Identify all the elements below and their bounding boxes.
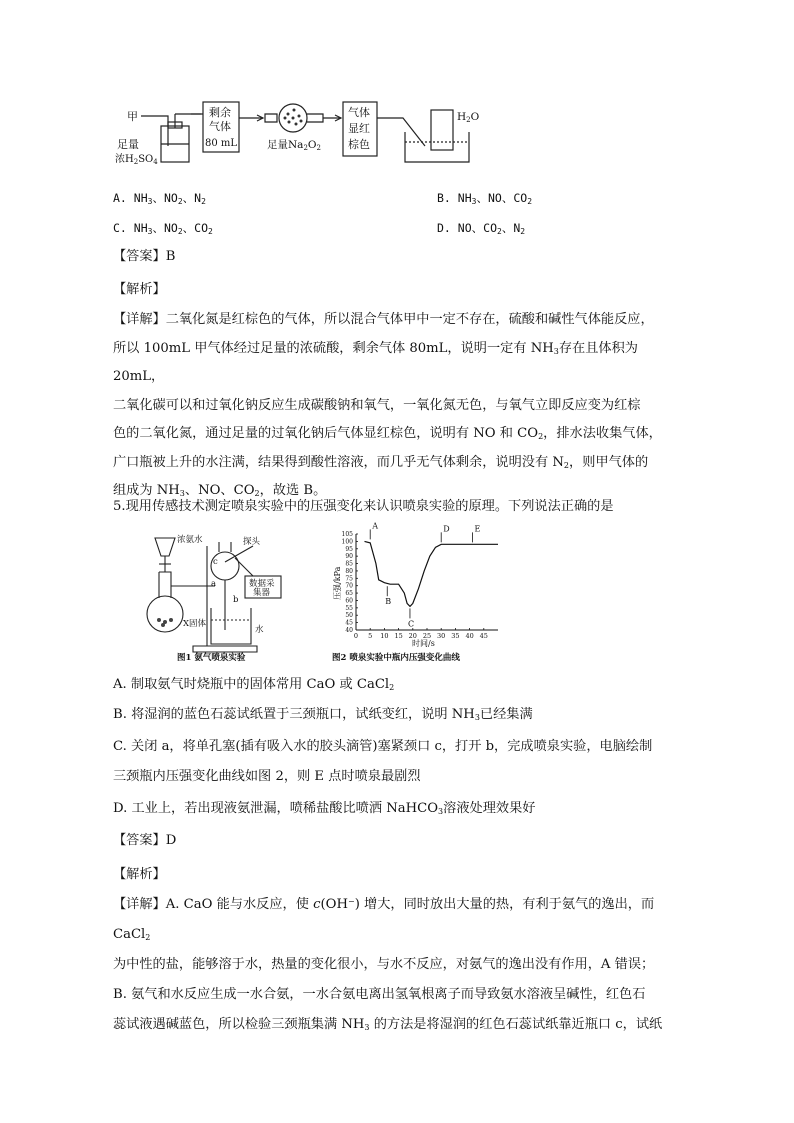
fig2-x-tick-label: 40 [465, 632, 474, 640]
q5-option-c-line2: 三颈瓶内压强变化曲线如图 2，则 E 点时喷泉最剧烈 [113, 769, 421, 784]
fig2-y-tick-label: 90 [345, 553, 353, 561]
fig1-label-c: c [213, 557, 218, 567]
q4-analysis-label: 【解析】 [113, 282, 166, 297]
fig2-xlabel: 时间/s [412, 639, 435, 648]
q4-detail: 【详解】二氧化氮是红棕色的气体，所以混合气体甲中一定不存在，硫酸和碱性气体能反应， 所以 100mL 甲气体经过足量的浓硫酸，剩余气体 80mL，说明一定有 $NH_3$存在且体积为 20mL， 二氧化碳可以和过氧化钠反应生成碳酸钠和氧气，一氧化氮无色，与氧气立即反应变为红棕 色的二氧化氮，通过足量的过氧化钠后气体显红棕色，说明有 NO 和 $CO_2$，排水法收集气体， 广口瓶被上升的水注满，结果得到酸性溶液，而几乎无气体剩余，说明没有 $N_2$，则甲气体的 组成为 $NH_3$、NO、$CO_2$，故选 B。 [113, 312, 662, 498]
fig1-label-data-1: 数据采 [249, 579, 275, 589]
fig1-label-ammonia: 浓氨水 [177, 535, 203, 545]
fig1-label-a: a [211, 579, 217, 589]
box2-line2: 显红 [348, 122, 370, 135]
acid-label-1: 足量 [117, 138, 139, 151]
box1-line2: 气体 [209, 120, 231, 133]
fig2-pressure-chart [320, 521, 510, 663]
gas-jia-label: 甲 [127, 110, 138, 123]
fig2-point-c: C [407, 619, 415, 629]
fig2-y-tick-label: 50 [345, 612, 353, 620]
q5-option-c-line1: C. 关闭 a，将单孔塞(插有吸入水的胶头滴管)塞紧颈口 c，打开 b，完成喷泉实验，电脑绘制 [113, 739, 653, 754]
q5-answer: 【答案】D [113, 833, 177, 848]
fig2-y-tick-label: 60 [345, 597, 353, 605]
fig2-x-tick-label: 15 [394, 632, 403, 640]
fig2-x-tick-label: 30 [437, 632, 446, 640]
q5-option-b: B. 将湿润的蓝色石蕊试纸置于三颈瓶口，试纸变红，说明 $NH_3$已经集满 [113, 707, 533, 722]
q4-option-a: A. $NH_3$、$NO_2$、$N_2$ [113, 191, 206, 206]
fig2-x-tick-label: 20 [408, 632, 417, 640]
fig2-y-tick-label: 55 [345, 604, 353, 612]
box1-line1: 剩余 [209, 106, 231, 119]
acid-label-2: 浓$H_2SO_4$ [115, 154, 158, 166]
fig1-fountain-apparatus [135, 528, 315, 663]
fig1-label-data-2: 集器 [253, 588, 271, 598]
fig1-caption: 图1 氨气喷泉实验 [177, 653, 246, 663]
q5-analysis-label: 【解析】 [113, 867, 166, 882]
fig1-label-b: b [233, 595, 239, 605]
q4-option-c: C. $NH_3$、$NO_2$、$CO_2$ [113, 221, 213, 236]
box2-line3: 棕色 [348, 138, 370, 151]
q5-option-a: A. 制取氨气时烧瓶中的固体常用 CaO 或 CaCl$_2$ [113, 677, 395, 692]
fig2-x-tick-label: 0 [353, 632, 359, 640]
box2-line1: 气体 [348, 106, 370, 119]
fig2-y-tick-label: 40 [345, 627, 353, 634]
water-label: H2O [457, 111, 480, 124]
fig2-ylabel: 压强/kPa [333, 566, 342, 600]
q5-detail: 【详解】A. CaO 能与水反应，使 c(OH−) 增大，同时放出大量的热，有利于氨气的逸出，而 CaCl$_2$ 为中性的盐，能够溶于水，热量的变化很小，与水不反应，对氨气的逸出没有作用，A 错误； B. 氨气和水反应生成一水合氨，一水合氨电离出氢氧根离子而导致氨水溶液呈碱性，红色石 蕊试液遇碱蓝色，所以检验三颈瓶集满 $NH_3$ 的方法是将湿润的红色石蕊试纸靠近瓶口 c，试纸 [113, 897, 663, 1032]
fig2-x-tick-label: 10 [380, 632, 389, 640]
fig1-label-solid: X固体 [183, 619, 207, 629]
q4-option-b: B. $NH_3$、NO、$CO_2$ [437, 191, 533, 206]
fig2-y-tick-label: 95 [345, 545, 353, 553]
fig2-y-tick-label: 85 [345, 560, 353, 568]
fig1-label-probe: 探头 [243, 537, 261, 547]
fig2-x-tick-label: 5 [368, 632, 373, 640]
fig2-y-tick-label: 100 [341, 538, 353, 546]
fig2-x-tick-label: 35 [451, 632, 460, 640]
fig2-y-tick-label: 45 [345, 619, 353, 627]
box1-line3: 80 mL [205, 138, 238, 149]
q5-option-d: D. 工业上，若出现液氨泄漏，喷稀盐酸比喷洒 NaHCO$_3$溶液处理效果好 [113, 801, 536, 816]
q4-answer: 【答案】B [113, 249, 176, 264]
fig2-x-tick-label: 45 [479, 632, 488, 640]
fig2-y-tick-label: 65 [345, 590, 353, 598]
fig2-y-tick-label: 70 [345, 582, 353, 590]
fig2-y-tick-label: 105 [341, 531, 353, 538]
gas-apparatus-diagram [113, 96, 493, 176]
q4-option-d: D. NO、$CO_2$、$N_2$ [437, 221, 526, 236]
fig1-label-water: 水 [255, 625, 264, 635]
fig2-y-tick-label: 80 [345, 567, 353, 575]
fig2-point-d: D [443, 524, 450, 534]
na2o2-label: 足量Na2O2 [267, 139, 321, 152]
fig2-x-tick-label: 25 [422, 632, 432, 640]
fig2-point-a: A [372, 521, 378, 531]
q5-stem: 5.现用传感技术测定喷泉实验中的压强变化来认识喷泉实验的原理。下列说法正确的是 [113, 499, 614, 514]
fig2-point-b: B [385, 597, 392, 607]
fig2-point-e: E [474, 524, 481, 534]
fig2-y-tick-label: 75 [345, 575, 353, 583]
fig2-caption: 图2 喷泉实验中瓶内压强变化曲线 [332, 653, 460, 663]
